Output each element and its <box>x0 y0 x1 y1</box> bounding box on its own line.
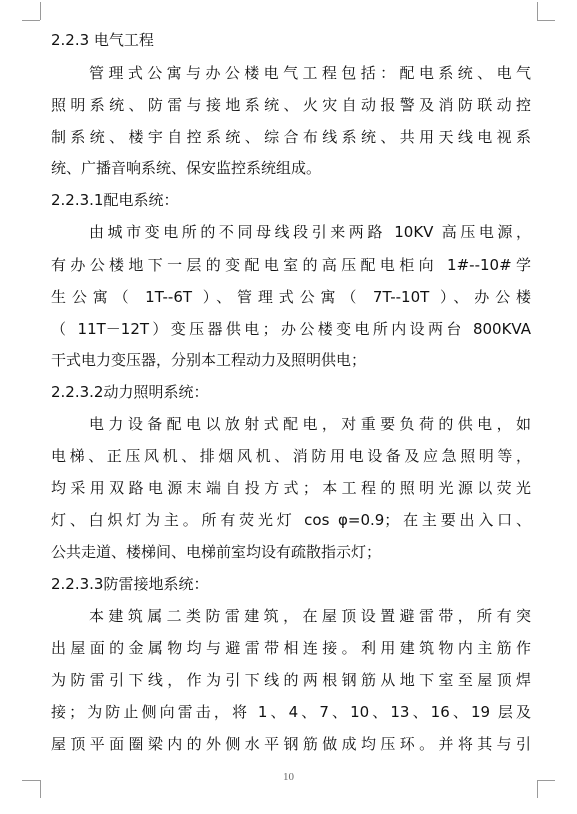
text-line: 公共走道、楼梯间、电梯前室均设有疏散指示灯； <box>51 543 382 561</box>
page-number: 10 <box>283 771 294 783</box>
text-line: 制系统、楼宇自控系统、综合布线系统、共用天线电视系 <box>51 128 531 146</box>
text-line: 2.2.3.1配电系统： <box>51 191 179 209</box>
text-line: 出屋面的金属物均与避雷带相连接。利用建筑物内主筋作 <box>51 639 531 657</box>
text-line: 接；为防止侧向雷击，将 1、4、7、10、13、16、19 层及 <box>51 703 531 721</box>
text-line: 电力设备配电以放射式配电，对重要负荷的供电，如 <box>89 415 531 433</box>
text-line: 2.2.3.3防雷接地系统： <box>51 575 209 593</box>
text-line: 统、广播音响系统、保安监控系统组成。 <box>51 159 322 177</box>
crop-mark-top-right-v <box>537 2 538 20</box>
text-line: 2.2.3 电气工程 <box>51 31 154 49</box>
text-line: 为防雷引下线，作为引下线的两根钢筋从地下室至屋顶焊 <box>51 671 531 689</box>
text-line: 有办公楼地下一层的变配电室的高压配电柜向 1#--10#学 <box>51 256 531 274</box>
text-line: 屋顶平面圈梁内的外侧水平钢筋做成均压环。并将其与引 <box>51 735 531 753</box>
text-line: 均采用双路电源末端自投方式；本工程的照明光源以荧光 <box>51 479 531 497</box>
crop-mark-top-left-h <box>22 20 40 21</box>
text-line: 生公寓（ 1T--6T ）、管理式公寓（ 7T--10T ）、办公楼 <box>51 288 531 306</box>
text-line: 照明系统、防雷与接地系统、火灾自动报警及消防联动控 <box>51 96 531 114</box>
text-line: 干式电力变压器，分别本工程动力及照明供电； <box>51 351 367 369</box>
text-line: （ 11T－12T）变压器供电；办公楼变电所内设两台 800KVA <box>51 320 531 338</box>
crop-mark-top-left-v <box>40 2 41 20</box>
text-line: 由城市变电所的不同母线段引来两路 10KV 高压电源， <box>89 223 531 241</box>
crop-mark-top-right-h <box>537 20 555 21</box>
text-line: 管理式公寓与办公楼电气工程包括：配电系统、电气 <box>89 64 531 82</box>
text-line: 灯、白炽灯为主。所有荧光灯 cos φ=0.9；在主要出入口、 <box>51 511 531 529</box>
text-line: 2.2.3.2动力照明系统： <box>51 383 209 401</box>
text-line: 本建筑属二类防雷建筑，在屋顶设置避雷带，所有突 <box>89 607 531 625</box>
text-line: 电梯、正压风机、排烟风机、消防用电设备及应急照明等， <box>51 447 531 465</box>
